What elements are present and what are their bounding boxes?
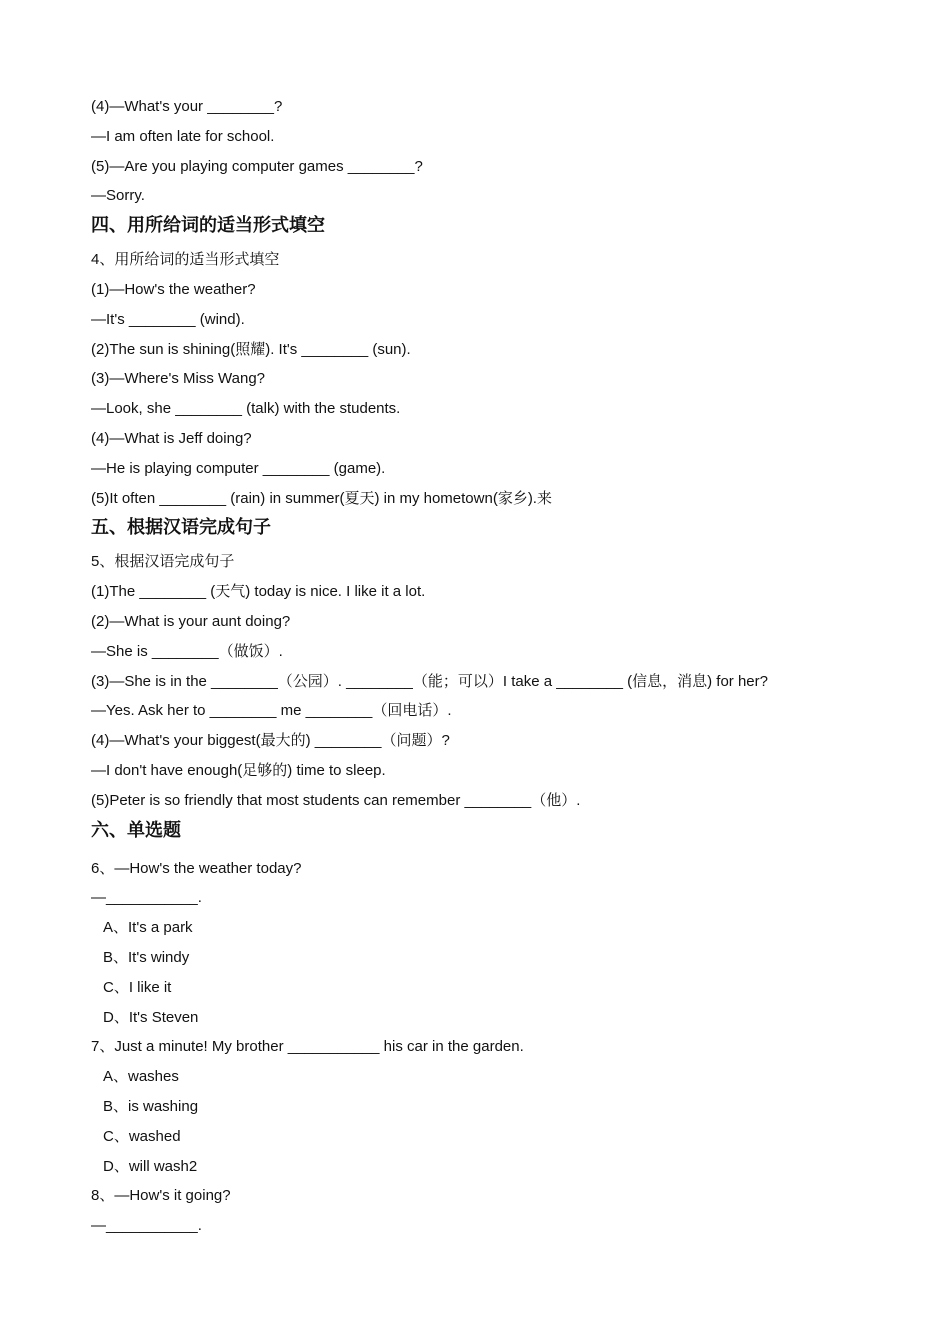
- answer-line: —___________.: [91, 1217, 202, 1235]
- section-heading: 五、根据汉语完成句子: [91, 517, 271, 539]
- document-page: [91, 92, 911, 1241]
- text-line: (3)—Where's Miss Wang?: [91, 370, 266, 388]
- question-title: 4、用所给词的适当形式填空: [91, 251, 280, 269]
- text-line: —I don't have enough(足够的) time to sleep.: [91, 761, 386, 779]
- text-line: —Look, she ________ (talk) with the students.: [91, 400, 401, 418]
- text-line: —I am often late for school.: [91, 127, 275, 145]
- question-title: 6、—How's the weather today?: [91, 859, 302, 877]
- text-line: —Yes. Ask her to ________ me ________（回电话）.: [91, 702, 452, 720]
- text-line: (1)The ________ (天气) today is nice. I like it a lot.: [91, 583, 426, 601]
- text-line: (4)—What's your ________?: [91, 98, 283, 115]
- text-line: —It's ________ (wind).: [91, 310, 245, 328]
- text-line: (4)—What's your biggest(最大的) ________（问题）?: [91, 732, 450, 750]
- option-c: C、washed: [103, 1127, 181, 1145]
- option-b: B、is washing: [103, 1097, 199, 1115]
- text-line: (2)The sun is shining(照耀). It's ________ (sun).: [91, 340, 411, 358]
- text-line: —She is ________（做饭）.: [91, 642, 283, 660]
- text-line: (5)—Are you playing computer games ________?: [91, 157, 423, 175]
- option-b: B、It's windy: [103, 948, 190, 966]
- option-a: A、It's a park: [103, 919, 193, 937]
- text-line: (5)Peter is so friendly that most students can remember ________（他）.: [91, 791, 581, 809]
- answer-line: —___________.: [91, 889, 202, 907]
- section-heading: 四、用所给词的适当形式填空: [91, 215, 325, 237]
- text-line: —He is playing computer ________ (game).: [91, 459, 386, 477]
- text-line: —Sorry.: [91, 187, 145, 205]
- text-line: (2)—What is your aunt doing?: [91, 612, 291, 630]
- question-title: 7、Just a minute! My brother ___________ his car in the garden.: [91, 1038, 524, 1056]
- text-line: (1)—How's the weather?: [91, 280, 256, 298]
- text-line: (4)—What is Jeff doing?: [91, 429, 252, 447]
- option-d: D、It's Steven: [103, 1008, 199, 1026]
- text-line: (3)—She is in the ________（公园）. ________（能；可以）I take a ________ (信息，消息) for her?: [91, 672, 768, 690]
- section-heading: 六、单选题: [91, 819, 181, 841]
- question-title: 5、根据汉语完成句子: [91, 553, 235, 571]
- text-line: (5)It often ________ (rain) in summer(夏天) in my hometown(家乡).来: [91, 489, 552, 507]
- option-a: A、washes: [103, 1068, 179, 1086]
- question-title: 8、—How's it going?: [91, 1187, 231, 1205]
- option-d: D、will wash2: [103, 1157, 198, 1175]
- option-c: C、I like it: [103, 978, 172, 996]
